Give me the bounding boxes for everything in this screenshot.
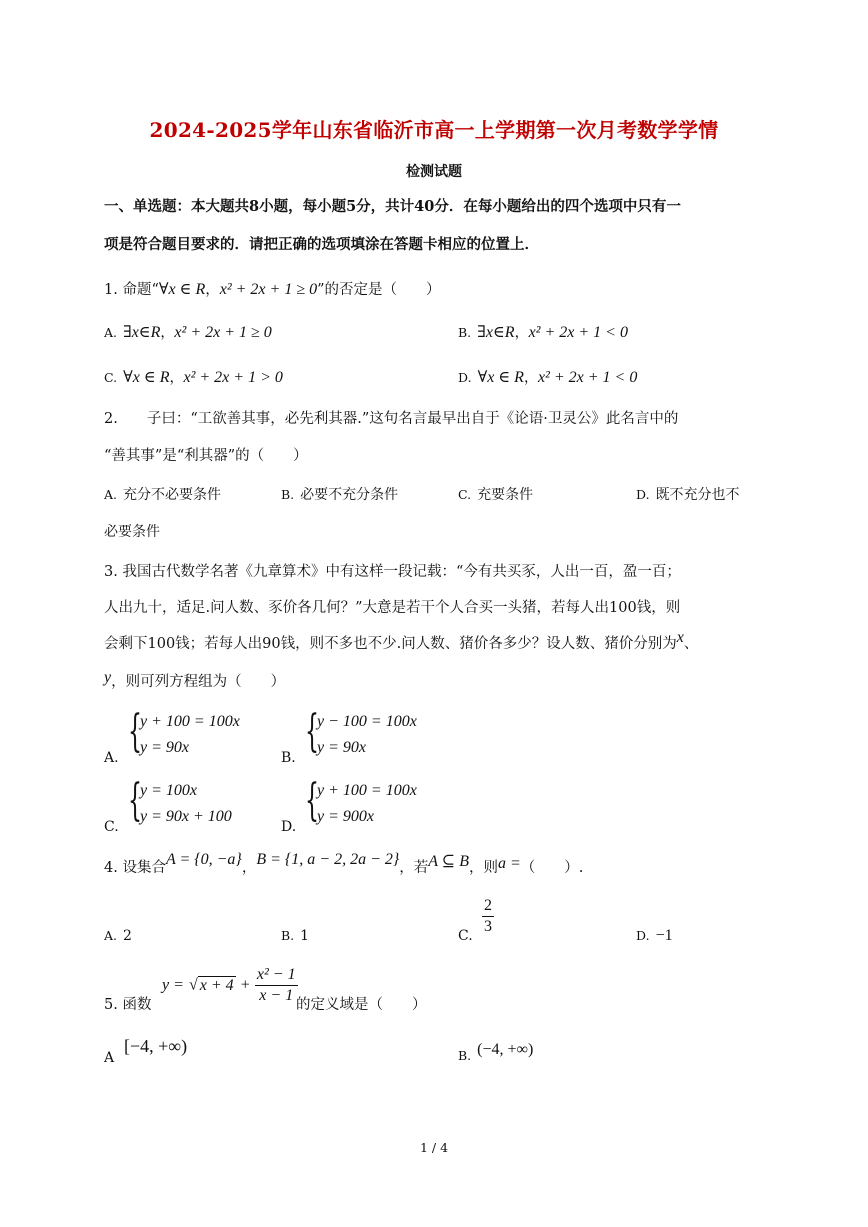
q2-option-c[interactable] — [458, 485, 533, 505]
q2-option-d-continued: 必要条件 — [104, 524, 160, 540]
question-4-stem — [104, 851, 584, 878]
q4-set-a: A = {0, −a} — [165, 851, 242, 868]
q4-comma: ， — [241, 860, 257, 876]
section-heading-line1: 一、单选题：本大题共8小题，每小题5分，共计40分．在每小题给出的四个选项中只有一 — [104, 198, 681, 215]
q3-option-a-eq2: y = 90x — [140, 739, 189, 756]
q1-option-a-label: A. — [104, 325, 118, 340]
q4-option-c-numerator: 2 — [482, 896, 494, 917]
q4-a-equals: a = — [497, 855, 521, 872]
question-1-stem — [104, 280, 441, 300]
q4-subset: A ⊆ B — [428, 853, 469, 870]
question-5-stem-suffix: 的定义域是（ ） — [296, 997, 427, 1013]
q4-option-c-label[interactable]: C. — [458, 928, 473, 944]
q1-stem-math2: x² + 2x + 1 ≥ 0 — [219, 281, 318, 298]
q3-option-c-label[interactable]: C. — [104, 819, 119, 835]
q4-option-d[interactable] — [636, 926, 673, 946]
q3-sep: 、 — [683, 636, 699, 652]
q2-option-b[interactable] — [281, 485, 398, 505]
q1-stem-prefix: 1. 命题“ — [104, 282, 159, 298]
page-subtitle: 检测试题 — [406, 164, 462, 180]
q1-option-b-label: B. — [458, 325, 472, 340]
q3-option-a-label[interactable]: A. — [104, 750, 119, 766]
q4-option-b-label: B. — [281, 928, 295, 943]
q4-then: ，则 — [468, 860, 498, 876]
q3-var-y: y — [104, 669, 112, 686]
question-2-line1: 2. 子曰：“工欲善其事，必先利其器.”这句名言最早出自于《论语·卫灵公》此名言中的 — [104, 411, 679, 427]
page-title: 2024-2025学年山东省临沂市高一上学期第一次月考数学学情 — [149, 118, 719, 142]
q2-option-c-text: 充要条件 — [477, 487, 534, 503]
q4-option-a-label: A. — [104, 928, 118, 943]
q4-option-d-label: D. — [636, 928, 650, 943]
q3-option-b-eq1: y − 100 = 100x — [317, 713, 417, 730]
question-3-line4 — [104, 669, 286, 692]
q5-option-a-label[interactable]: A — [104, 1050, 115, 1066]
section-heading-line2: 项是符合题目要求的．请把正确的选项填涂在答题卡相应的位置上． — [104, 236, 539, 253]
q5-option-b[interactable] — [458, 1041, 534, 1066]
q3-option-d-system — [305, 775, 465, 829]
q5-fraction — [255, 965, 298, 1006]
q2-option-b-label: B. — [281, 487, 295, 502]
q4-stem-end: （ ）. — [520, 860, 584, 876]
q4-option-b[interactable] — [281, 926, 309, 946]
q1-option-b[interactable]: B. ∃x∈R，x² + 2x + 1 < 0 — [458, 324, 628, 341]
q4-option-c-fraction — [482, 896, 494, 937]
q3-option-b-eq2: y = 90x — [317, 739, 366, 756]
q2-option-c-label: C. — [458, 487, 472, 502]
brace-icon: { — [128, 775, 142, 826]
q3-option-d-eq2: y = 900x — [317, 808, 374, 825]
brace-icon: { — [128, 706, 142, 757]
q2-option-a-label: A. — [104, 487, 118, 502]
q2-option-d-text: 既不充分也不 — [655, 487, 740, 503]
q5-fraction-numerator: x² − 1 — [255, 965, 298, 986]
q1-option-a[interactable]: A. ∃x∈R，x² + 2x + 1 ≥ 0 — [104, 324, 272, 341]
brace-icon: { — [305, 706, 319, 757]
q4-if: ，若 — [399, 860, 429, 876]
q5-option-a-text — [124, 1036, 187, 1058]
q2-option-d-label: D. — [636, 487, 650, 502]
q1-option-d-label: D. — [458, 370, 472, 385]
q5-option-a-interval: [−4, +∞) — [124, 1036, 188, 1056]
q1-option-c-label: C. — [104, 370, 118, 385]
q4-stem-prefix: 4. 设集合 — [104, 860, 166, 876]
q3-option-d-eq1: y + 100 = 100x — [317, 782, 417, 799]
q5-option-b-label: B. — [458, 1048, 472, 1063]
page-number: 1 / 4 — [419, 1140, 449, 1155]
question-3-line1: 3. 我国古代数学名著《九章算术》中有这样一段记载：“今有共买豕，人出一百，盈一百； — [104, 564, 681, 580]
q1-option-d-math1: ∀x ∈ R — [477, 369, 524, 386]
q5-function-expression: y = √ x + 4 + $\frac{\text{x² − 1}}{x - 1}$ — [162, 966, 296, 1004]
q5-option-b-interval: (−4, +∞) — [477, 1041, 534, 1058]
q1-option-b-math1: ∃x∈R — [477, 324, 515, 341]
q2-option-d[interactable] — [636, 485, 740, 505]
q3-line4-text: ，则可列方程组为（ ） — [111, 674, 286, 690]
q3-option-a-eq1: y + 100 = 100x — [140, 713, 240, 730]
q1-option-d[interactable]: D. ∀x ∈ R，x² + 2x + 1 < 0 — [458, 369, 638, 386]
q1-option-c[interactable]: C. ∀x ∈ R，x² + 2x + 1 > 0 — [104, 369, 283, 386]
q2-option-a-text: 充分不必要条件 — [123, 487, 222, 503]
q1-option-c-math1: ∀x ∈ R — [123, 369, 170, 386]
q3-option-b-system — [305, 706, 465, 760]
q1-stem-suffix: ”的否定是（ ） — [317, 282, 441, 298]
q5-fraction-denominator: x − 1 — [259, 987, 294, 1004]
q5-y-equals: y = — [162, 976, 184, 994]
q1-option-c-math2: x² + 2x + 1 > 0 — [183, 369, 283, 386]
q4-option-a[interactable] — [104, 926, 132, 946]
q4-option-d-text: −1 — [655, 927, 673, 944]
question-2-line2: “善其事”是“利其器”的（ ） — [104, 448, 308, 464]
q3-option-c-eq1: y = 100x — [140, 782, 197, 799]
question-3-line3 — [104, 629, 699, 654]
q5-plus: + — [240, 976, 250, 994]
q3-line3-text: 会剩下100钱；若每人出90钱，则不多也不少.问人数、猪价各多少？设人数、猪价分别为 — [104, 636, 677, 652]
q2-option-a[interactable] — [104, 485, 221, 505]
q1-stem-sep: ， — [205, 282, 220, 298]
q3-option-d-label[interactable]: D. — [281, 819, 297, 835]
q4-option-a-text: 2 — [123, 928, 132, 944]
q3-option-c-eq2: y = 90x + 100 — [140, 808, 232, 825]
q4-option-b-text: 1 — [300, 928, 310, 944]
q1-stem-math1: ∀x ∈ R — [158, 281, 206, 298]
question-5-stem-prefix: 5. 函数 — [104, 997, 152, 1013]
q3-option-a-system — [128, 706, 288, 760]
q3-option-b-label[interactable]: B. — [281, 750, 296, 766]
q1-option-a-math1: ∃x∈R — [123, 324, 161, 341]
q4-option-c-denominator: 3 — [484, 918, 492, 935]
q1-option-b-math2: x² + 2x + 1 < 0 — [528, 324, 628, 341]
q5-sqrt-radicand: x + 4 — [199, 976, 234, 994]
brace-icon: { — [305, 775, 319, 826]
q2-option-b-text: 必要不充分条件 — [300, 487, 399, 503]
question-3-line2: 人出九十，适足.问人数、豕价各几何？”大意是若干个人合买一头猪，若每人出100钱，则 — [104, 600, 681, 616]
q1-option-a-math2: x² + 2x + 1 ≥ 0 — [174, 324, 272, 341]
q3-var-x: x — [676, 629, 684, 646]
q1-option-d-math2: x² + 2x + 1 < 0 — [537, 369, 638, 386]
q4-set-b: B = {1, a − 2, 2a − 2} — [256, 851, 400, 868]
q3-option-c-system — [128, 775, 288, 829]
